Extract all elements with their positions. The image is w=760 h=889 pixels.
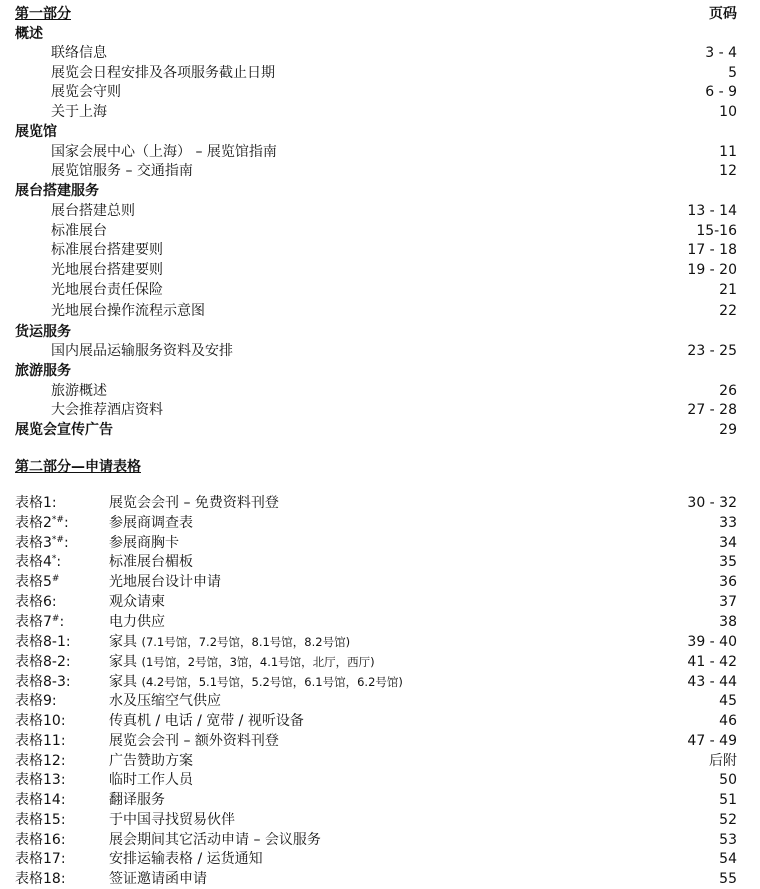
form-marker: #: [51, 614, 60, 624]
section-title: 概述: [15, 26, 43, 42]
form-label: 表格13:: [15, 772, 66, 788]
toc-entry[interactable]: [0, 400, 760, 420]
form-entry[interactable]: [0, 830, 760, 850]
form-marker: *#: [51, 515, 64, 525]
part2-header-row: [0, 457, 760, 477]
part2-title: 第二部分—申请表格: [15, 459, 141, 475]
toc-entry[interactable]: [0, 221, 760, 241]
section-title: 展览会宣传广告: [15, 422, 113, 438]
form-label: 表格7#:: [15, 614, 65, 630]
toc-entry[interactable]: [0, 341, 760, 361]
form-page: 30 - 32: [687, 495, 737, 511]
entry-title: 联络信息: [51, 45, 107, 61]
form-title: 广告赞助方案: [109, 753, 193, 769]
form-page: 后附: [709, 753, 737, 769]
form-entry[interactable]: [0, 810, 760, 830]
entry-title: 国家会展中心（上海） – 展览馆指南: [51, 144, 277, 160]
entry-page: 13 - 14: [687, 203, 737, 219]
entry-page: 10: [719, 104, 737, 120]
form-title: 标准展台楣板: [109, 554, 193, 570]
toc-entry[interactable]: [0, 102, 760, 122]
form-label: 表格5#: [15, 574, 60, 590]
form-entry[interactable]: [0, 751, 760, 771]
form-entry[interactable]: [0, 612, 760, 632]
form-label: 表格15:: [15, 812, 66, 828]
form-label: 表格6:: [15, 594, 57, 610]
form-label: 表格3*#:: [15, 535, 69, 551]
form-page: 51: [719, 792, 737, 808]
entry-title: 国内展品运输服务资料及安排: [51, 343, 233, 359]
toc-entry[interactable]: [0, 420, 760, 440]
entry-title: 标准展台搭建要则: [51, 242, 163, 258]
form-title: 电力供应: [109, 614, 165, 630]
form-label: 表格10:: [15, 713, 66, 729]
form-page: 55: [719, 871, 737, 887]
form-page: 53: [719, 832, 737, 848]
form-title: 参展商胸卡: [109, 535, 179, 551]
form-title: 家具 (7.1号馆，7.2号馆，8.1号馆，8.2号馆): [109, 634, 351, 650]
entry-title: 展览会守则: [51, 84, 121, 100]
form-title: 观众请柬: [109, 594, 165, 610]
toc-entry[interactable]: [0, 142, 760, 162]
entry-page: 12: [719, 163, 737, 179]
form-entry[interactable]: [0, 770, 760, 790]
entry-page: 27 - 28: [687, 402, 737, 418]
form-marker: *: [51, 554, 57, 564]
form-page: 54: [719, 851, 737, 867]
form-entry[interactable]: [0, 849, 760, 869]
form-title: 展会期间其它活动申请 – 会议服务: [109, 832, 321, 848]
entry-page: 23 - 25: [687, 343, 737, 359]
form-entry[interactable]: [0, 672, 760, 692]
section-row: [0, 122, 760, 142]
entry-title: 光地展台责任保险: [51, 282, 163, 298]
entry-title: 展览馆服务 – 交通指南: [51, 163, 193, 179]
entry-page: 19 - 20: [687, 262, 737, 278]
form-entry[interactable]: [0, 691, 760, 711]
form-title: 参展商调查表: [109, 515, 193, 531]
form-title: 展览会会刊 – 额外资料刊登: [109, 733, 279, 749]
entry-page: 21: [719, 282, 737, 298]
form-label: 表格9:: [15, 693, 57, 709]
form-note: (4.2号馆，5.1号馆，5.2号馆，6.1号馆，6.2号馆): [141, 675, 403, 689]
entry-page: 6 - 9: [705, 84, 737, 100]
form-label: 表格12:: [15, 753, 66, 769]
entry-page: 15-16: [696, 223, 737, 239]
form-label: 表格16:: [15, 832, 66, 848]
entry-page: 17 - 18: [687, 242, 737, 258]
form-page: 38: [719, 614, 737, 630]
entry-title: 光地展台搭建要则: [51, 262, 163, 278]
entry-title: 标准展台: [51, 223, 107, 239]
page-column-header: 页码: [709, 6, 737, 22]
form-page: 50: [719, 772, 737, 788]
form-label: 表格2*#:: [15, 515, 69, 531]
section-title: 旅游服务: [15, 363, 71, 379]
section-row: [0, 322, 760, 342]
form-page: 52: [719, 812, 737, 828]
form-entry[interactable]: [0, 572, 760, 592]
form-title: 安排运输表格 / 运货通知: [109, 851, 263, 867]
toc-entry[interactable]: [0, 381, 760, 401]
form-entry[interactable]: [0, 711, 760, 731]
section-row: [0, 361, 760, 381]
entry-page: 22: [719, 303, 737, 319]
form-entry[interactable]: [0, 533, 760, 553]
toc-entry[interactable]: [0, 63, 760, 83]
form-page: 41 - 42: [687, 654, 737, 670]
form-note: (7.1号馆，7.2号馆，8.1号馆，8.2号馆): [141, 635, 351, 649]
form-label: 表格14:: [15, 792, 66, 808]
form-title: 签证邀请函申请: [109, 871, 207, 887]
form-entry[interactable]: [0, 790, 760, 810]
form-title: 传真机 / 电话 / 宽带 / 视听设备: [109, 713, 304, 729]
entry-title: 展台搭建总则: [51, 203, 135, 219]
form-entry[interactable]: [0, 592, 760, 612]
form-title: 家具 (1号馆，2号馆，3馆，4.1号馆，北厅，西厅): [109, 654, 375, 670]
form-marker: #: [51, 574, 60, 584]
form-label: 表格8-2:: [15, 654, 71, 670]
form-title: 水及压缩空气供应: [109, 693, 221, 709]
toc-entry[interactable]: [0, 201, 760, 221]
form-title: 家具 (4.2号馆，5.1号馆，5.2号馆，6.1号馆，6.2号馆): [109, 674, 403, 690]
section-title: 展台搭建服务: [15, 183, 99, 199]
form-entry[interactable]: [0, 493, 760, 513]
entry-title: 大会推荐酒店资料: [51, 402, 163, 418]
part1-title: 第一部分: [15, 6, 71, 22]
form-page: 39 - 40: [687, 634, 737, 650]
form-label: 表格18:: [15, 871, 66, 887]
form-marker: *#: [51, 535, 64, 545]
toc-entry[interactable]: [0, 161, 760, 181]
form-label: 表格8-3:: [15, 674, 71, 690]
form-title: 光地展台设计申请: [109, 574, 221, 590]
section-title: 展览馆: [15, 124, 57, 140]
entry-title: 展览会日程安排及各项服务截止日期: [51, 65, 275, 81]
toc-entry[interactable]: [0, 280, 760, 300]
form-page: 47 - 49: [687, 733, 737, 749]
form-entry[interactable]: [0, 632, 760, 652]
form-title: 于中国寻找贸易伙伴: [109, 812, 235, 828]
form-title: 展览会会刊 – 免费资料刊登: [109, 495, 279, 511]
form-label: 表格4*:: [15, 554, 62, 570]
entry-page: 29: [719, 422, 737, 438]
toc-entry[interactable]: [0, 240, 760, 260]
form-label: 表格8-1:: [15, 634, 71, 650]
form-page: 46: [719, 713, 737, 729]
form-page: 34: [719, 535, 737, 551]
form-title: 临时工作人员: [109, 772, 193, 788]
toc-entry[interactable]: [0, 82, 760, 102]
form-entry[interactable]: [0, 869, 760, 889]
toc-entry[interactable]: [0, 301, 760, 321]
form-entry[interactable]: [0, 731, 760, 751]
entry-page: 5: [728, 65, 737, 81]
form-label: 表格1:: [15, 495, 57, 511]
entry-page: 26: [719, 383, 737, 399]
form-page: 35: [719, 554, 737, 570]
form-page: 37: [719, 594, 737, 610]
form-page: 36: [719, 574, 737, 590]
form-label: 表格17:: [15, 851, 66, 867]
toc-entry[interactable]: [0, 43, 760, 63]
part1-header-row: [0, 4, 760, 24]
form-entry[interactable]: [0, 552, 760, 572]
section-row: [0, 181, 760, 201]
form-title: 翻译服务: [109, 792, 165, 808]
entry-page: 3 - 4: [705, 45, 737, 61]
form-page: 45: [719, 693, 737, 709]
section-title: 货运服务: [15, 324, 71, 340]
section-row: [0, 24, 760, 44]
entry-title: 关于上海: [51, 104, 107, 120]
form-entry[interactable]: [0, 652, 760, 672]
form-page: 33: [719, 515, 737, 531]
form-note: (1号馆，2号馆，3馆，4.1号馆，北厅，西厅): [141, 655, 375, 669]
form-entry[interactable]: [0, 513, 760, 533]
toc-entry[interactable]: [0, 260, 760, 280]
form-page: 43 - 44: [687, 674, 737, 690]
entry-page: 11: [719, 144, 737, 160]
entry-title: 旅游概述: [51, 383, 107, 399]
entry-title: 光地展台操作流程示意图: [51, 303, 205, 319]
form-label: 表格11:: [15, 733, 66, 749]
